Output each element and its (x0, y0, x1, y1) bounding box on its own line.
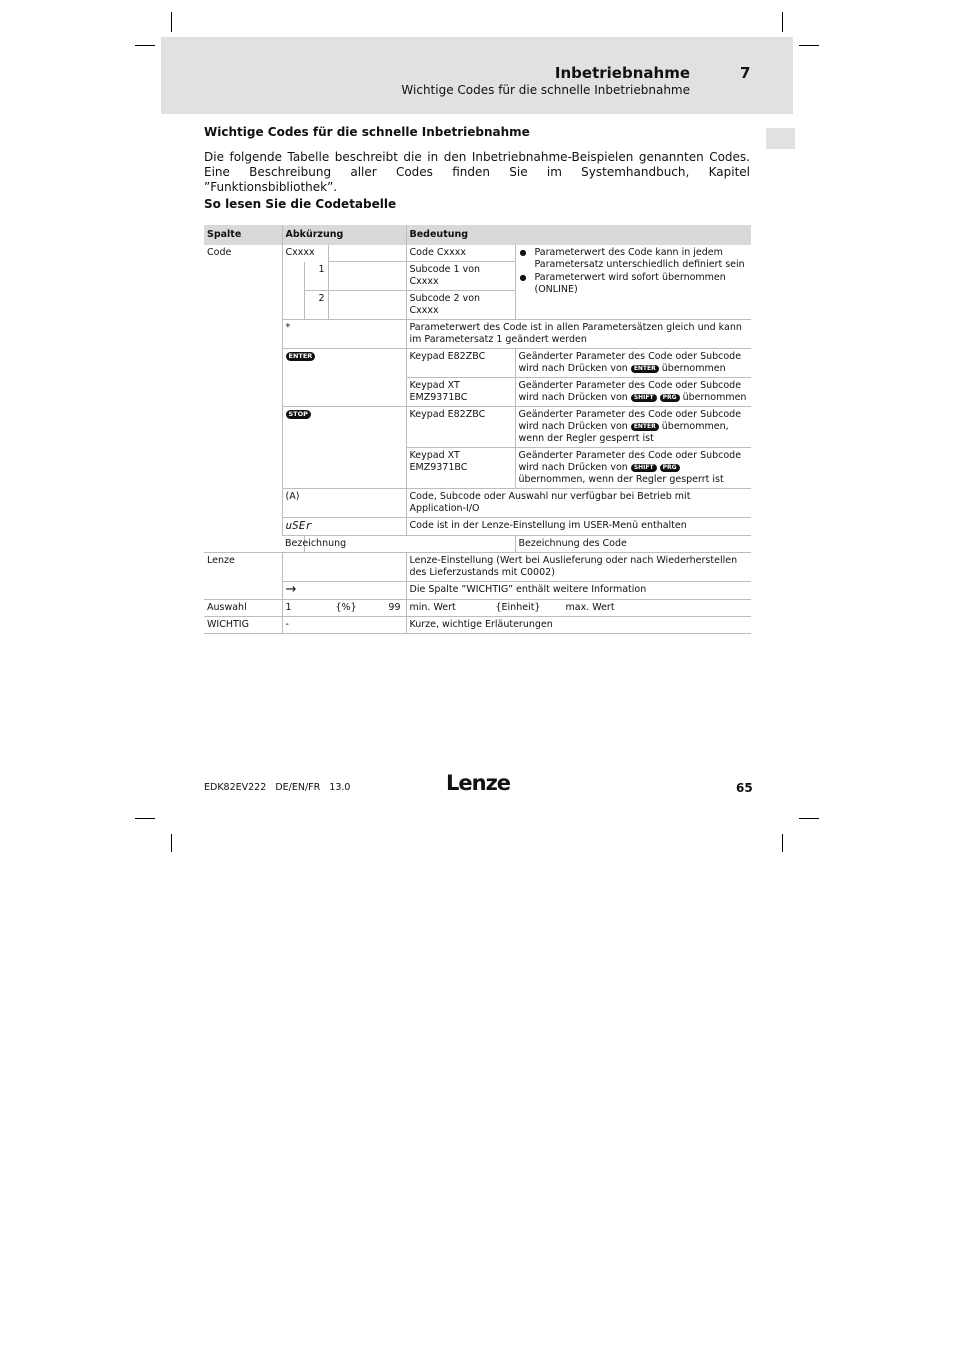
keypad-xt-model: EMZ9371BC (409, 392, 468, 403)
table-row (204, 582, 751, 600)
chapter-number: 7 (740, 64, 751, 82)
table-row (204, 245, 751, 262)
abbr-star: * (282, 320, 406, 349)
meaning-application-io: Code, Subcode oder Auswahl nur verfügbar bei Betrieb mit Application-I/O (406, 489, 751, 518)
arrow-right-icon: → (285, 582, 297, 597)
keypad-xt: Keypad XT (409, 450, 460, 461)
prg-key-icon: PRG (660, 464, 680, 472)
meaning-code: Code Cxxxx (406, 245, 515, 262)
enter-key-icon: ENTER (631, 365, 659, 373)
table-header-row (204, 225, 751, 245)
chapter-side-tab (766, 128, 795, 149)
abbr-subcode-1: 1 (304, 262, 328, 291)
table-row (204, 553, 751, 582)
auswahl-unit-label: {Einheit} (495, 602, 541, 613)
chapter-title: Inbetriebnahme (554, 64, 690, 82)
meaning-lenze: Lenze-Einstellung (Wert bei Auslieferung oder nach Wiederherstellen des Lieferzustands mit C0002) (406, 553, 751, 582)
table-row (204, 536, 751, 553)
enter-key-icon: ENTER (286, 352, 316, 361)
meaning-bezeichnung: Bezeichnung des Code (515, 536, 751, 553)
meaning-wichtig: Kurze, wichtige Erläuterungen (406, 617, 751, 634)
footer-document-id: EDK82EV222 DE/EN/FR 13.0 (204, 782, 351, 793)
prg-key-icon: PRG (660, 394, 680, 402)
stop-e82-text-end: übernommen, wenn der Regler gesperrt ist (518, 421, 729, 444)
auswahl-max: 99 (388, 602, 401, 613)
stop-xt-text: Geänderter Parameter des Code oder Subcode wird nach Drücken von (518, 450, 742, 473)
code-table (204, 225, 751, 634)
page-number: 65 (736, 781, 753, 795)
table-row (204, 320, 751, 349)
table-row (204, 349, 751, 378)
crop-mark (799, 45, 819, 46)
header-abkuerzung: Abkürzung (282, 225, 406, 245)
row-label-wichtig: WICHTIG (204, 617, 282, 634)
auswahl-min-label: min. Wert (409, 602, 456, 613)
auswahl-min: 1 (285, 602, 292, 613)
row-label-auswahl: Auswahl (204, 600, 282, 617)
crop-mark (171, 12, 172, 32)
header-spalte: Spalte (204, 225, 282, 245)
stop-e82-text: Geänderter Parameter des Code oder Subcode wird nach Drücken von (518, 409, 742, 432)
auswahl-max-label: max. Wert (565, 602, 615, 613)
row-label-code: Code (204, 245, 282, 553)
enter-e82-text: Geänderter Parameter des Code oder Subcode wird nach Drücken von (518, 351, 742, 374)
auswahl-unit: {%} (335, 602, 357, 613)
stop-key-icon: STOP (286, 410, 311, 419)
table-subheading: So lesen Sie die Codetabelle (204, 197, 397, 211)
user-display-symbol: uSEr (285, 519, 312, 532)
shift-key-icon: SHIFT (631, 394, 657, 402)
keypad-e82zbc: Keypad E82ZBC (406, 407, 515, 448)
stop-xt-text-end: übernommen, wenn der Regler gesperrt ist (518, 474, 724, 485)
shift-key-icon: SHIFT (631, 464, 657, 472)
table-row (204, 407, 751, 448)
section-heading: Wichtige Codes für die schnelle Inbetriebnahme (204, 125, 530, 139)
row-label-bezeichnung: Bezeichnung (282, 536, 304, 553)
table-row (204, 600, 751, 617)
table-row (204, 518, 751, 536)
abbr-subcode-2: 2 (304, 291, 328, 320)
table-row (204, 489, 751, 518)
enter-key-icon: ENTER (631, 423, 659, 431)
crop-mark (782, 834, 783, 852)
meaning-star: Parameterwert des Code ist in allen Parametersätzen gleich und kann im Parametersatz 1 geändert werden (406, 320, 751, 349)
list-item: ● Parameterwert wird sofort übernommen (ONLINE) (519, 272, 749, 296)
keypad-e82zbc: Keypad E82ZBC (406, 349, 515, 378)
abbr-wichtig: - (282, 617, 406, 634)
meaning-user-menu: Code ist in der Lenze-Einstellung im USER-Menü enthalten (406, 518, 751, 536)
header-band (161, 37, 793, 114)
crop-mark (782, 12, 783, 32)
enter-e82-text-end: übernommen (661, 363, 726, 374)
table-row (204, 617, 751, 634)
abbr-application-io: (A) (282, 489, 406, 518)
meaning-subcode-1: Subcode 1 von Cxxxx (406, 262, 515, 291)
lenze-logo: Lenze (446, 771, 511, 795)
header-bedeutung: Bedeutung (406, 225, 751, 245)
list-item: ● Parameterwert des Code kann in jedem Parametersatz unterschiedlich definiert sein (519, 247, 749, 271)
code-bullets (515, 245, 751, 320)
enter-xt-text: Geänderter Parameter des Code oder Subcode wird nach Drücken von (518, 380, 742, 403)
enter-xt-text-end: übernommen (682, 392, 747, 403)
meaning-arrow: Die Spalte ”WICHTIG” enthält weitere Information (406, 582, 751, 600)
keypad-xt-model: EMZ9371BC (409, 462, 468, 473)
crop-mark (171, 834, 172, 852)
row-label-lenze: Lenze (204, 553, 282, 600)
intro-paragraph: Die folgende Tabelle beschreibt die in den Inbetriebnahme-Beispielen genannten Codes. Eine Beschreibung aller Codes finden Sie im Systemhandbuch, Kapitel ”Funktionsbibliothek”. (204, 150, 750, 194)
keypad-xt: Keypad XT (409, 380, 460, 391)
meaning-subcode-2: Subcode 2 von Cxxxx (406, 291, 515, 320)
crop-mark (135, 818, 155, 819)
crop-mark (799, 818, 819, 819)
abbr-cxxxx: Cxxxx (282, 245, 328, 262)
crop-mark (135, 45, 155, 46)
chapter-subtitle: Wichtige Codes für die schnelle Inbetriebnahme (401, 83, 690, 97)
